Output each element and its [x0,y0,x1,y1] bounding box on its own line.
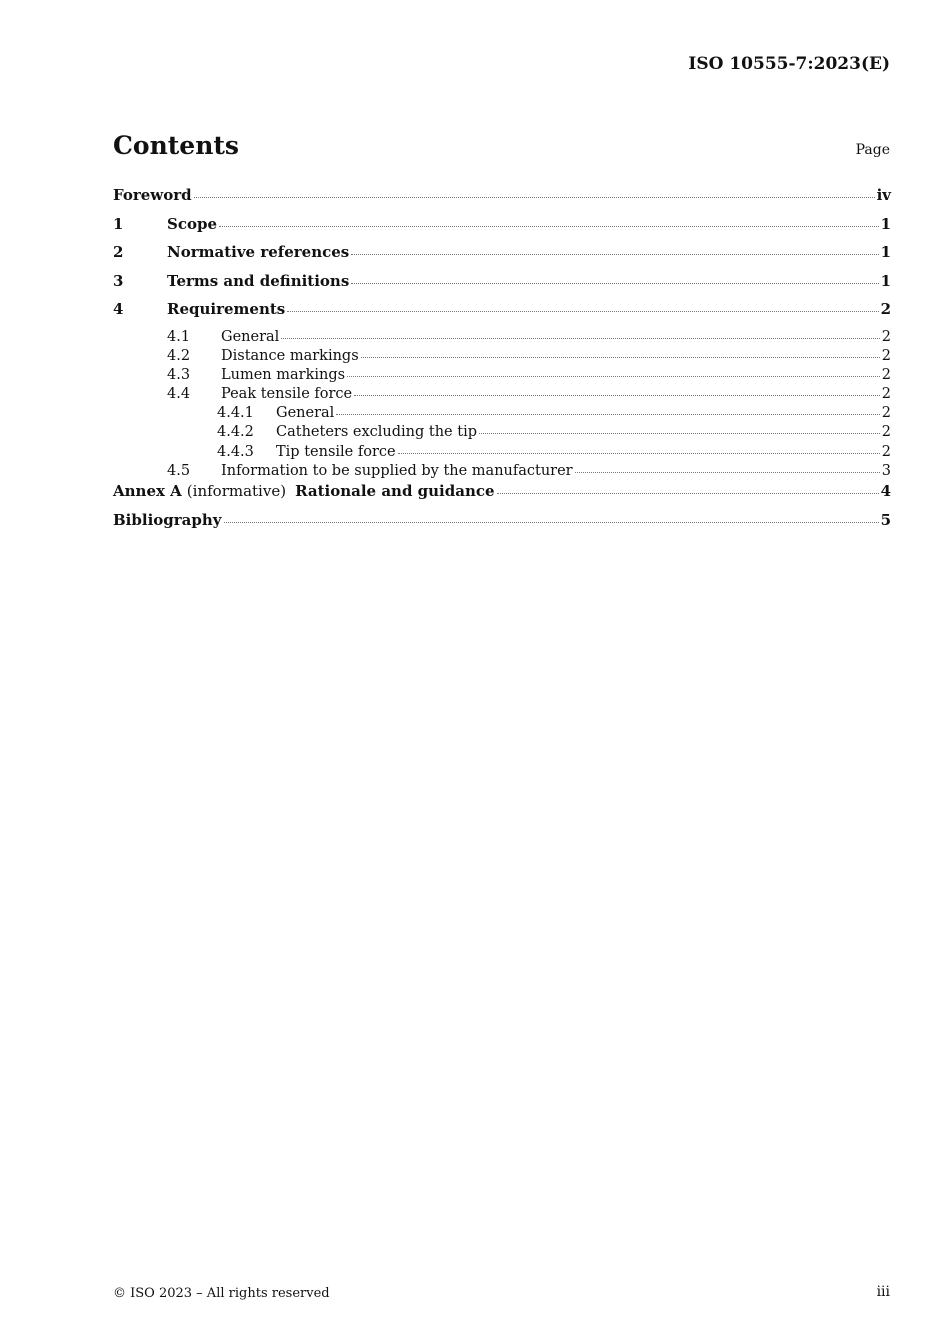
toc-entry-number: 4.5 [167,462,191,479]
toc-entry-title: Bibliography [113,510,222,529]
dot-leader [347,375,880,377]
toc-entry-scope[interactable] [113,215,891,244]
toc-entry-page: 2 [881,328,891,345]
dot-leader [575,471,880,473]
dot-leader [497,492,879,494]
toc-entry-number: 1 [113,214,124,233]
dot-leader [194,196,875,198]
toc-entry-requirements[interactable] [113,300,891,329]
dot-leader [219,225,879,227]
annex-label: Annex A [113,482,182,500]
toc-entry-page: iv [876,186,891,204]
toc-entry-number: 4.4 [167,386,191,403]
dot-leader [354,394,880,396]
toc-entry-4-2[interactable] [113,348,891,367]
toc-entry-4-4-3[interactable] [113,444,891,463]
toc-entry-page: 2 [881,424,891,441]
toc-entry-4-1[interactable] [113,329,891,348]
toc-entry-4-3[interactable] [113,367,891,386]
toc-entry-number: 4.4.2 [217,424,254,441]
contents-title: Contents [113,131,240,160]
toc-entry-title: Tip tensile force [276,443,396,460]
toc-entry-title: Catheters excluding the tip [276,424,477,441]
toc-entry-page: 1 [880,271,891,290]
toc-entry-page: 1 [880,243,891,261]
dot-leader [336,413,879,415]
dot-leader [479,432,880,434]
toc-entry-number: 4.1 [167,328,191,345]
toc-entry-4-5[interactable] [113,463,891,482]
toc-entry-number: 4 [113,300,124,318]
toc-entry-title: Requirements [167,300,286,318]
dot-leader [398,452,880,454]
page-number: iii [876,1284,890,1300]
dot-leader [361,356,880,358]
toc-entry-page: 3 [881,462,891,479]
toc-entry-number: 4.2 [167,347,191,364]
toc-entry-bibliography[interactable] [113,511,891,540]
dot-leader [351,282,878,284]
toc-entry-title: Normative references [167,243,350,261]
copyright-notice: © ISO 2023 – All rights reserved [113,1286,330,1301]
toc-entry-number: 4.4.3 [217,443,254,460]
table-of-contents [113,186,891,539]
annex-type: (informative) [186,482,287,500]
toc-entry-page: 5 [880,510,891,529]
toc-entry-page: 2 [881,366,891,383]
document-id: ISO 10555-7:2023(E) [688,54,890,74]
toc-entry-normative-references[interactable] [113,243,891,272]
toc-entry-title: General [221,328,280,345]
toc-entry-page: 2 [881,386,891,403]
toc-entry-number: 4.3 [167,366,191,383]
dot-leader [281,337,879,339]
toc-entry-foreword[interactable] [113,186,891,215]
toc-entry-title: Rationale and guidance [295,482,495,500]
toc-entry-title: General [276,405,335,422]
toc-entry-page: 2 [880,300,891,318]
page-column-label: Page [855,142,890,158]
toc-entry-annex-a[interactable] [113,482,891,511]
toc-entry-number: 4.4.1 [217,405,254,422]
toc-entry-page: 2 [881,443,891,460]
toc-entry-number: 3 [113,271,124,290]
dot-leader [287,310,878,312]
toc-entry-number: 2 [113,243,124,261]
dot-leader [224,521,879,523]
toc-entry-4-4[interactable] [113,386,891,405]
toc-entry-title: Information to be supplied by the manufacturer [221,462,573,479]
toc-entry-4-4-1[interactable] [113,405,891,424]
toc-entry-title: Peak tensile force [221,386,353,403]
toc-entry-page: 1 [880,214,891,233]
toc-entry-title: Lumen markings [221,366,346,383]
toc-entry-terms-and-definitions[interactable] [113,272,891,301]
toc-entry-title: Scope [167,214,218,233]
toc-entry-page: 4 [880,482,891,500]
dot-leader [351,253,878,255]
toc-entry-page: 2 [881,347,891,364]
toc-entry-page: 2 [881,405,891,422]
toc-entry-title: Distance markings [221,347,359,364]
toc-entry-4-4-2[interactable] [113,424,891,443]
toc-entry-title: Terms and definitions [167,271,350,290]
toc-entry-title: Foreword [113,186,192,204]
